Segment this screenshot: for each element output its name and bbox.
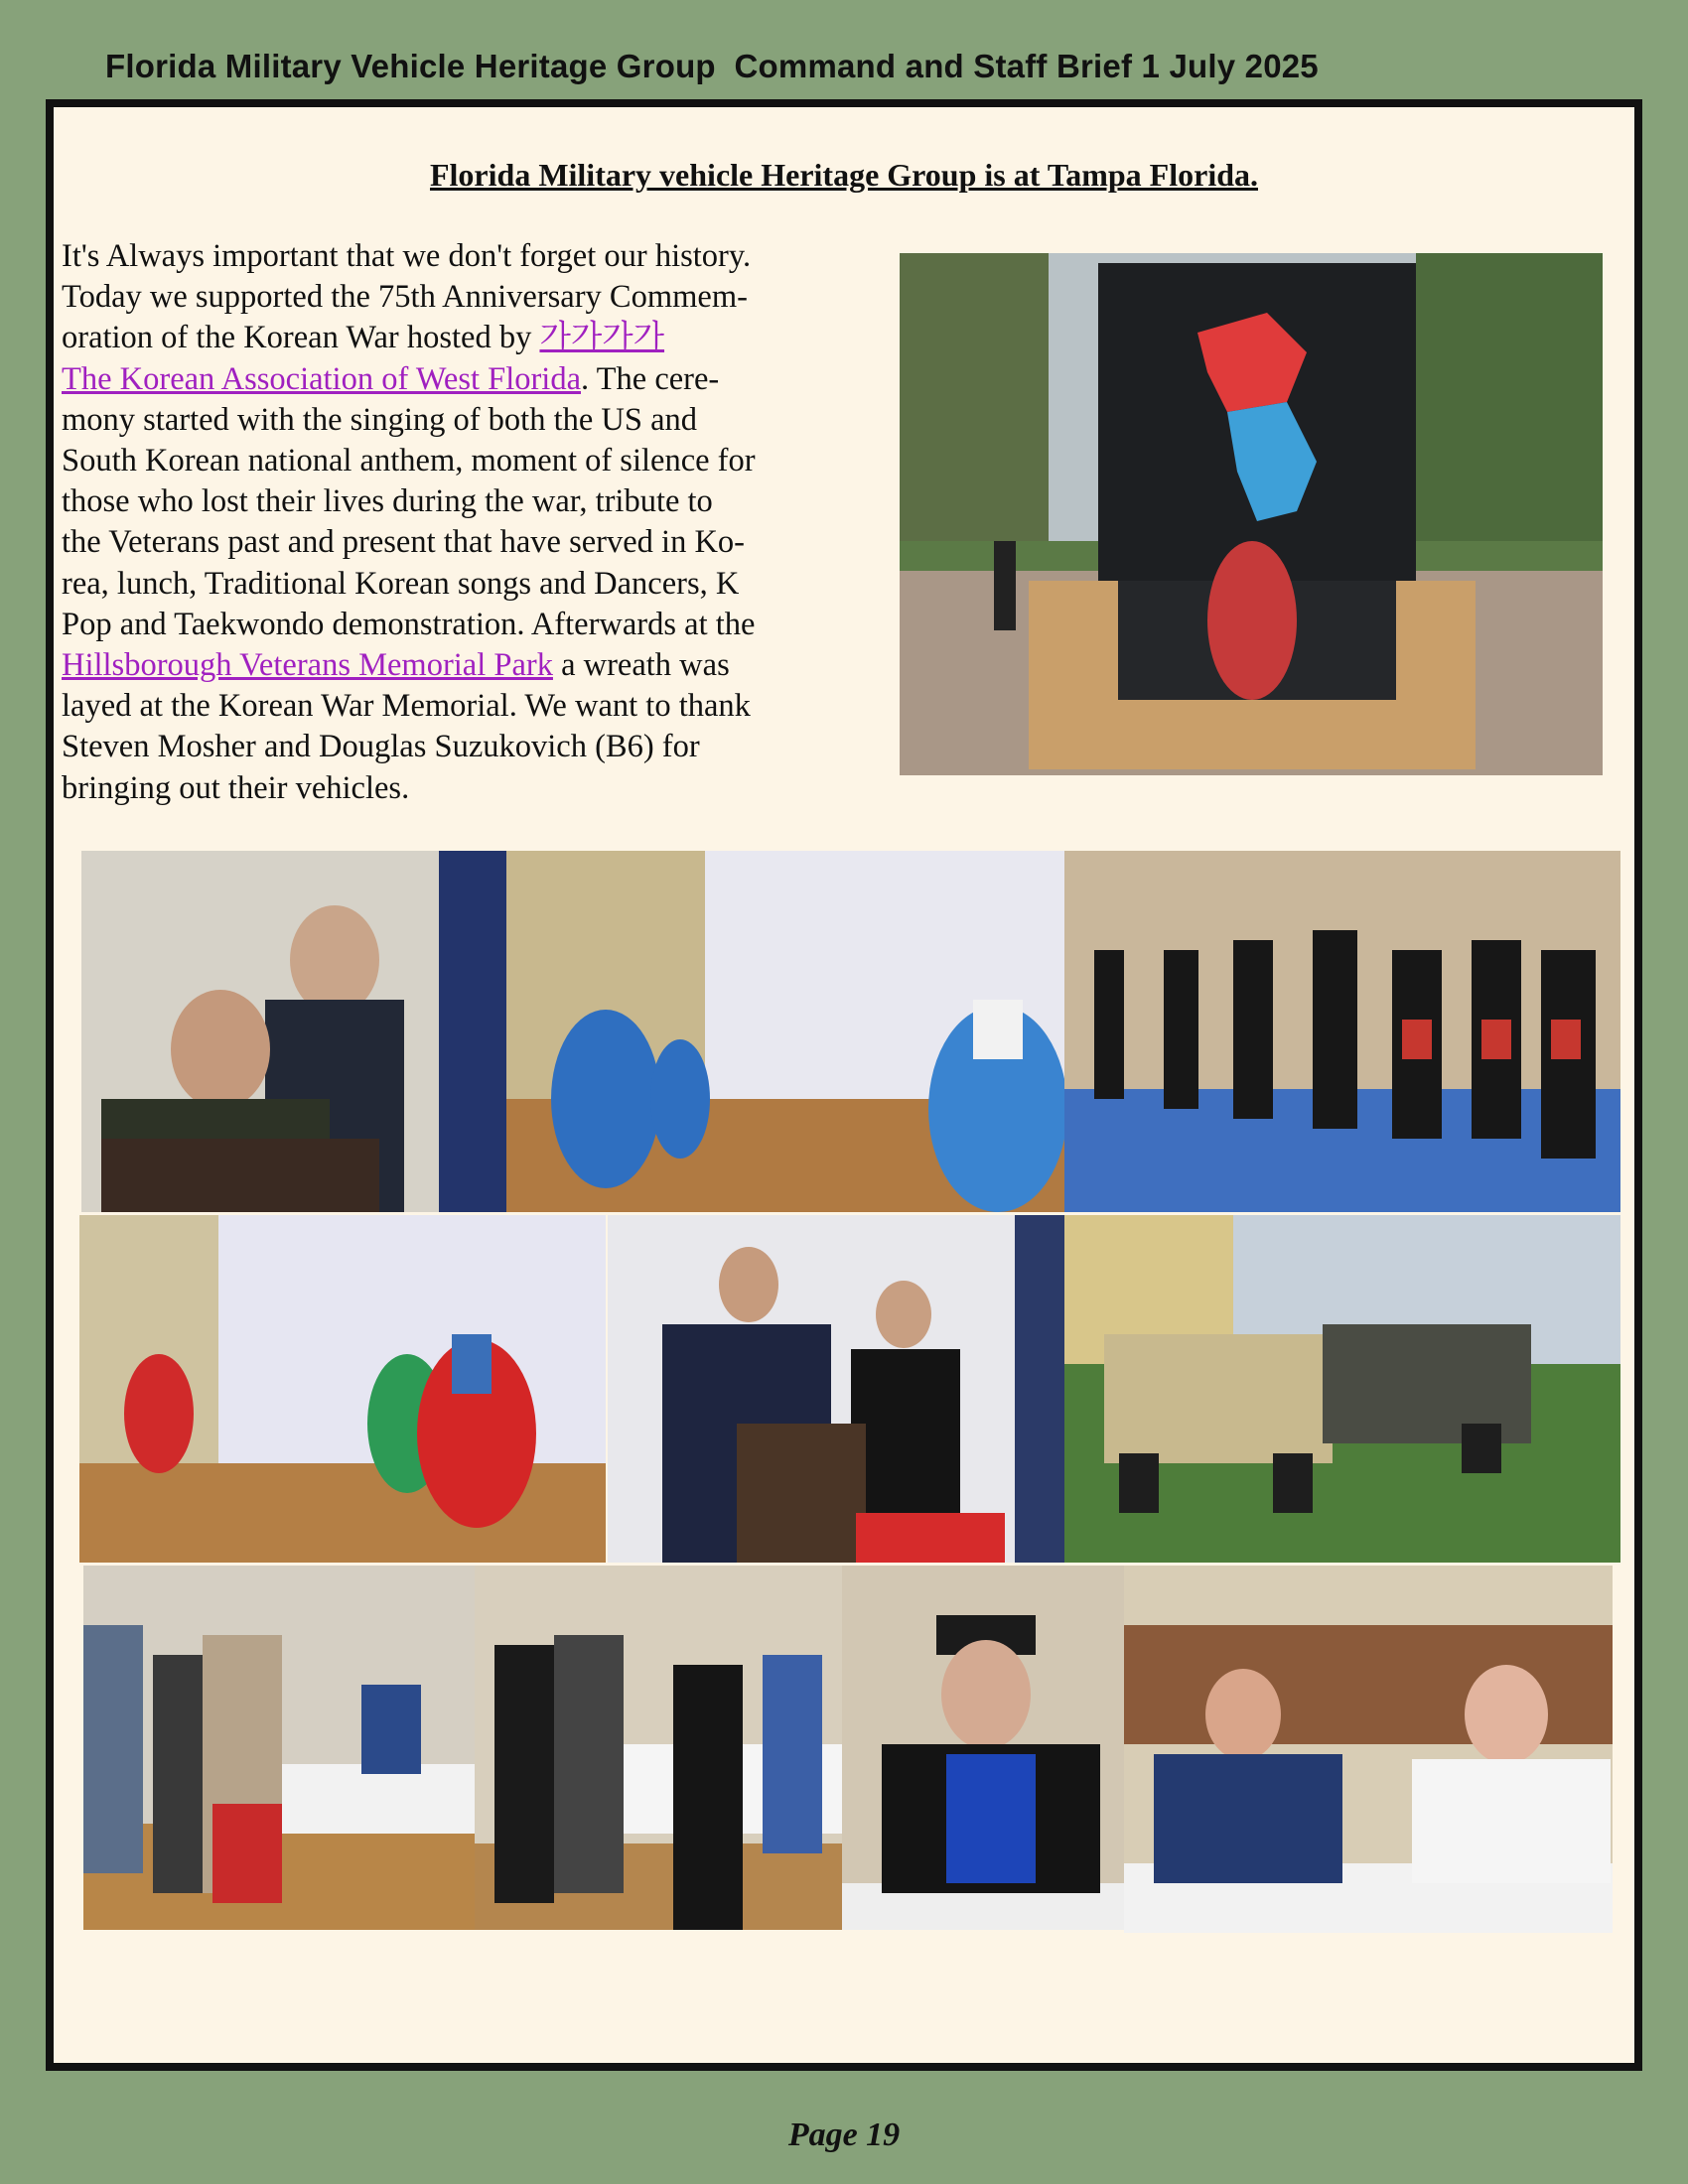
article-line — [62, 522, 896, 563]
article-line — [62, 768, 896, 809]
lunch-line-photo — [83, 1566, 475, 1930]
article-line — [62, 359, 896, 400]
article-link[interactable]: Hillsborough Veterans Memorial Park — [62, 647, 553, 684]
article-body — [62, 236, 896, 809]
article-text: mony started with the singing of both the US and — [62, 401, 698, 438]
article-link[interactable]: 가가가가 — [539, 320, 665, 356]
speaker-in-uniform-photo — [81, 851, 506, 1212]
article-text: South Korean national anthem, moment of silence for — [62, 443, 756, 479]
page-number: Page 19 — [787, 2116, 901, 2153]
podium-speakers-photo — [608, 1215, 1064, 1563]
military-vehicles-photo — [1064, 1215, 1620, 1563]
article-text: rea, lunch, Traditional Korean songs and Dancers, K — [62, 565, 740, 602]
article-line — [62, 236, 896, 277]
article-line — [62, 686, 896, 727]
article-line — [62, 605, 896, 645]
article-text: It's Always important that we don't forget our history. — [62, 238, 752, 274]
article-text: . The cere- — [581, 360, 720, 397]
article-link[interactable]: The Korean Association of West Florida — [62, 360, 581, 397]
drum-dancers-photo — [79, 1215, 606, 1563]
article-text: bringing out their vehicles. — [62, 769, 410, 806]
article-line — [62, 645, 896, 686]
article-line — [62, 318, 896, 358]
article-line — [62, 564, 896, 605]
article-line — [62, 481, 896, 522]
taekwondo-demo-photo — [1064, 851, 1620, 1212]
article-text: Today we supported the 75th Anniversary Commem- — [62, 279, 748, 316]
article-line — [62, 727, 896, 767]
article-text: a wreath was — [552, 647, 730, 684]
article-title: Florida Military vehicle Heritage Group is at Tampa Florida. — [429, 157, 1258, 193]
veteran-seated-photo — [842, 1566, 1124, 1930]
article-line — [62, 400, 896, 441]
article-line — [62, 277, 896, 318]
article-text: the Veterans past and present that have served in Ko- — [62, 524, 745, 561]
korean-war-memorial-photo — [900, 253, 1603, 775]
article-text: layed at the Korean War Memorial. We want to thank — [62, 688, 751, 725]
article-text: Pop and Taekwondo demonstration. Afterwards at the — [62, 606, 756, 642]
buffet-photo — [475, 1566, 842, 1930]
attendees-table-photo — [1124, 1566, 1613, 1933]
traditional-dancers-photo — [506, 851, 1064, 1212]
article-line — [62, 441, 896, 481]
article-text: Steven Mosher and Douglas Suzukovich (B6) for — [62, 729, 700, 765]
article-text: oration of the Korean War hosted by — [62, 320, 540, 356]
page-header: Florida Military Vehicle Heritage Group Command and Staff Brief 1 July 2025 — [105, 48, 1319, 84]
article-text: those who lost their lives during the war, tribute to — [62, 483, 713, 520]
